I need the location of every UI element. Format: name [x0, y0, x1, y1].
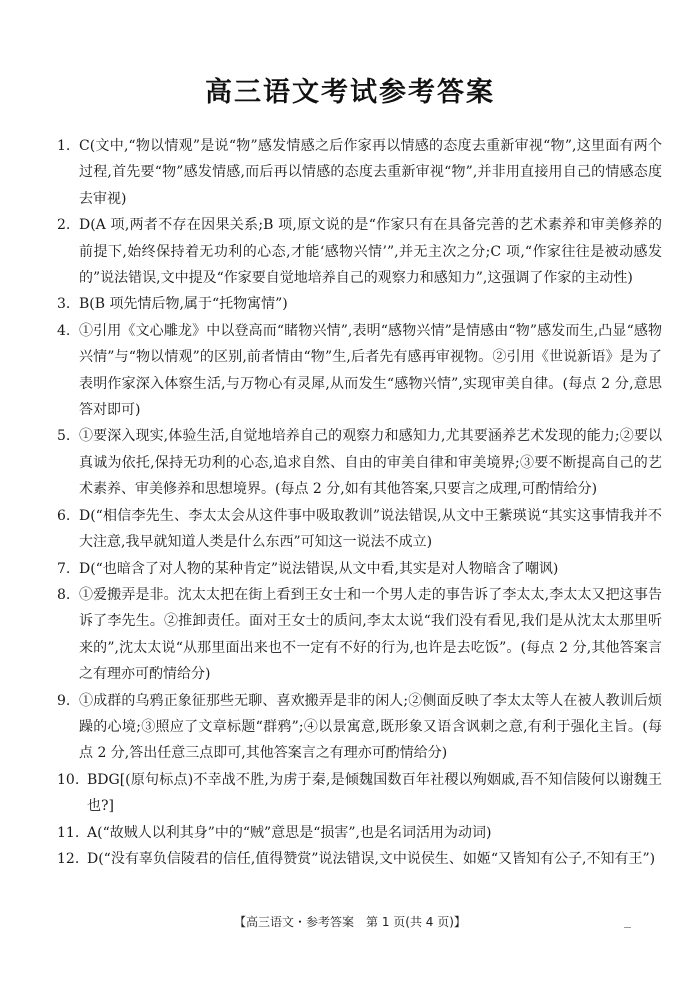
page-title: 高三语文考试参考答案	[205, 77, 495, 108]
answer-item-1	[57, 133, 662, 212]
answer-text: D(“没有辜负信陵君的信任,值得赞赏”说法错误,文中说侯生、如姬“又皆知有公子,不知有王”)	[87, 850, 656, 867]
answer-number: 7.	[57, 560, 71, 577]
answer-text: A(“故贼人以利其身”中的“贼”意思是“损害”,也是名词活用为动词)	[87, 824, 492, 841]
answer-text: D(“也暗含了对人物的某种肯定”说法错误,从文中看,其实是对人物暗含了嘲讽)	[79, 560, 559, 577]
answer-number: 5.	[57, 428, 71, 445]
answer-number: 9.	[57, 692, 71, 709]
answer-number: 1.	[57, 138, 71, 154]
answer-item-10	[57, 767, 662, 820]
answer-text: ①要深入现实,体验生活,自觉地培养自己的观察力和感知力,尤其要涵养艺术发现的能力;②要以真诚为依托,保持无功利的心态,追求自然、自由的审美自律和审美境界;③要不断提高自己的艺术素养、审美修养和思想境界。(每点 2 分,如有其他答案,只要言之成理,可酌情给分)	[79, 428, 662, 498]
page-footer: 【高三语文・参考答案 第 1 页(共 4 页)】	[234, 915, 466, 929]
answer-number: 10.	[57, 771, 80, 788]
answer-text: ①引用《文心雕龙》中以登高而“睹物兴情”,表明“感物兴情”是情感由“物”感发而生,凸显“感物兴情”与“物以情观”的区别,前者情由“物”生,后者先有感再审视物。②引用《世说新语》是为了表明作家深入体察生活,与万物心有灵犀,从而发生“感物兴情”,实现审美自律。(每点 2 分,意思答对即可)	[79, 322, 662, 419]
answer-text: C(文中,“物以情观”是说“物”感发情感之后作家再以情感的态度去重新审视“物”,这里面有两个过程,首先要“物”感发情感,而后再以情感的态度去重新审视“物”,并非用直接用自己的情感态度去审视)	[79, 138, 662, 207]
answer-text: D(A 项,两者不存在因果关系;B 项,原文说的是“作家只有在具备完善的艺术素养和审美修养的前提下,始终保持着无功利的心态,才能‘感物兴情’”,并无主次之分;C 项,“作家往往是被动感发的”说法错误,文中提及“作家要自觉地培养自己的观察力和感知力”,这强调了作家的主动性)	[79, 217, 662, 287]
answer-item-7	[57, 556, 662, 582]
answer-text: ①爱搬弄是非。沈太太把在街上看到王女士和一个男人走的事告诉了李太太,李太太又把这事告诉了李先生。②推卸责任。面对王女士的质问,李太太说“我们没有看见,我们是从沈太太那里听来的”,沈太太说“从那里面出来也不一定有不好的行为,也许是去吃饭”。(每点 2 分,其他答案言之有理亦可酌情给分)	[79, 586, 662, 683]
corner-mark	[624, 927, 631, 928]
answer-item-5	[57, 423, 662, 502]
answer-item-6	[57, 503, 662, 556]
answer-item-12	[57, 846, 662, 872]
answer-item-9	[57, 688, 662, 767]
answer-list	[57, 133, 662, 872]
answer-item-4	[57, 318, 662, 424]
answer-text: D(“相信李先生、李太太会从这件事中吸取教训”说法错误,从文中王紫瑛说“其实这事情我并不大注意,我早就知道人类是什么东西”可知这一说法不成立)	[79, 507, 662, 551]
answer-text: ①成群的乌鸦正象征那些无聊、喜欢搬弄是非的闲人;②侧面反映了李太太等人在被人教训后烦躁的心境;③照应了文章标题“群鸦”;④以景寓意,既形象又语含讽刺之意,有利于强化主旨。(每点 2 分,答出任意三点即可,其他答案言之有理亦可酌情给分)	[79, 692, 662, 762]
answer-item-3	[57, 291, 662, 317]
answer-item-11	[57, 820, 662, 846]
answer-text: B(B 项先情后物,属于“托物寓情”)	[79, 296, 288, 313]
answer-item-2	[57, 212, 662, 291]
answer-number: 11.	[57, 824, 80, 841]
answer-number: 12.	[57, 850, 80, 867]
answer-number: 6.	[57, 507, 71, 524]
answer-item-8	[57, 582, 662, 688]
answer-number: 4.	[57, 322, 71, 339]
answer-text: BDG[(原句标点)不幸战不胜,为虏于秦,是倾魏国数百年社稷以殉姻戚,吾不知信陵何以谢魏王也?]	[87, 771, 662, 815]
answer-number: 3.	[57, 296, 71, 313]
answer-number: 2.	[57, 217, 71, 234]
answer-number: 8.	[57, 586, 71, 603]
